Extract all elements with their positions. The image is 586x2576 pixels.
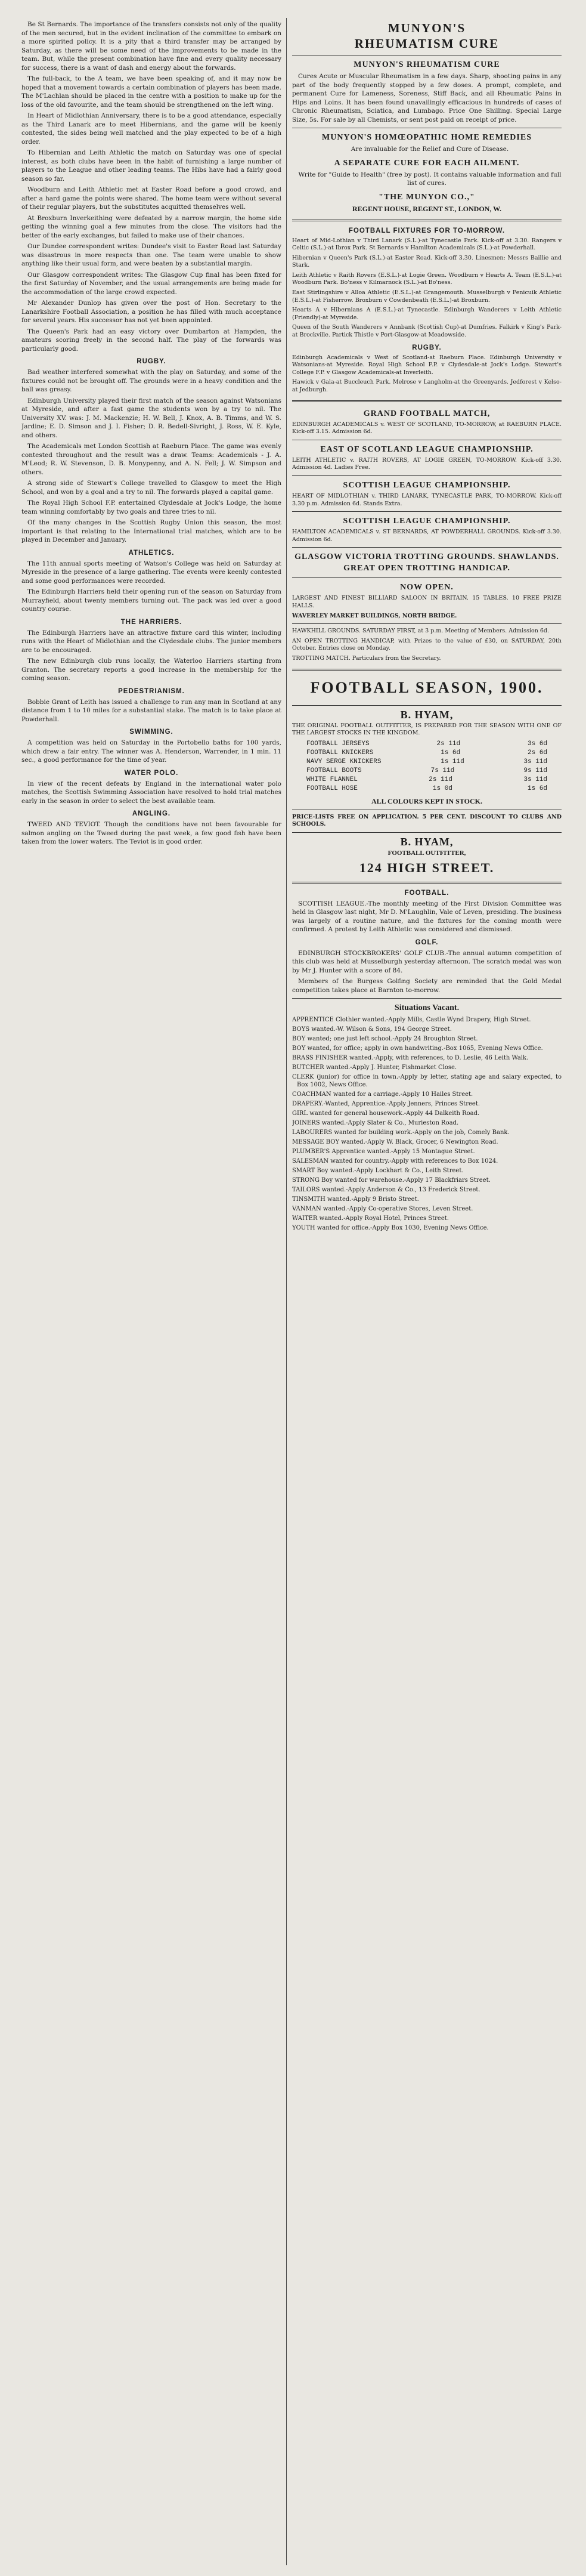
article-paragraph: Bobbie Grant of Leith has issued a challenge to run any man in Scotland at any distance from 1 to 10 miles for a substantial stake. The match is to take place at Powderhall. [21,698,281,723]
price-item: FOOTBALL JERSEYS [306,740,370,748]
price-value: 3s 6d [527,740,547,748]
hyam-address: 124 HIGH STREET. [359,860,495,875]
fixture-entry: Edinburgh Academicals v West of Scotland-at Raeburn Place. Edinburgh University v Watsonians-at Myreside. Royal High School F.P. v Clydesdale-at Jock's Lodge. Stewart's College F.P. v Glasgow Academicals-at Inverleith. [292,354,562,376]
article-paragraph: The Edinburgh Harriers held their opening run of the season on Saturday from Murrayfield, about twenty members turning out. The pack was led over a good country course. [21,588,281,613]
situation-ad: BRASS FINISHER wanted.-Apply, with references, to D. Leslie, 46 Leith Walk. [292,1055,529,1062]
fixture-entry: Hawick v Gala-at Buccleuch Park. Melrose v Langholm-at the Greenyards. Jedforest v Kelso-at Jedburgh. [292,379,562,393]
fixture-entry: Leith Athletic v Raith Rovers (E.S.L.)-at Logie Green. Woodburn v Hearts A. Team (E.S.L.)-at Woodburn Park. Bo'ness v Kilmarnock (S.L.)-at Bo'ness. [292,271,562,286]
price-row [292,740,562,749]
article-paragraph: The full-back, to the A team, we have been speaking of, and it may now be hoped that a movement towards a certain combination of players has been made. The M'Lachlan should be placed in the centre with a position to make up for the loss of the old favourite, and the team should be strengthened on the left wing. [21,75,281,109]
situation-ad: SALESMAN wanted for country.-Apply with references to Box 1024. [292,1158,498,1165]
divider [292,998,562,999]
divider [292,623,562,624]
article-paragraph: Woodburn and Leith Athletic met at Easter Road before a good crowd, and after a hard game the points were shared. The home team were without several of their regular players, but the substitutes acquitted themselves well. [21,186,281,211]
hawkhill-notice: HAWKHILL GROUNDS. SATURDAY FIRST, at 3 p.m. Meeting of Members. Admission 6d. [292,628,549,635]
situation-ad: BOYS wanted.-W. Wilson & Sons, 194 George Street. [292,1026,452,1033]
open-trotting-notice: AN OPEN TROTTING HANDICAP, with Prizes to the value of £30, on SATURDAY, 20th October. Entries close on Monday. [292,637,562,652]
price-row [292,776,562,784]
hyam-subtitle: FOOTBALL OUTFITTER, [387,849,466,857]
article-paragraph: Mr Alexander Dunlop has given over the post of Hon. Secretary to the Lanarkshire Football Association, a position he has filled with much acceptance for several years. His successor has not yet been appointed. [21,299,281,324]
situation-ad: STRONG Boy wanted for warehouse.-Apply 17 Blackfriars Street. [292,1177,491,1184]
article-paragraph: TWEED AND TEVIOT. Though the conditions have not been favourable for salmon angling on the Tweed during the past week, a few good fish have been taken from the lower waters. The Teviot is in good order. [21,821,281,845]
situation-ad: DRAPERY.-Wanted, Apprentice.-Apply Jenners, Princes Street. [292,1101,480,1108]
price-item: FOOTBALL HOSE [306,784,358,792]
situation-ad: GIRL wanted for general housework.-Apply 44 Dalkeith Road. [292,1110,480,1117]
fixture-entry: Hearts A v Hibernians A (E.S.L.)-at Tynecastle. Edinburgh Wanderers v Leith Athletic (Friendly)-at Myreside. [292,307,562,321]
article-paragraph: Bad weather interfered somewhat with the play on Saturday, and some of the fixtures could not be brought off. The grounds were in a heavy condition and the ball was greasy. [21,369,281,393]
price-value: 9s 11d [523,767,547,774]
grand-match-details: EDINBURGH ACADEMICALS v. WEST OF SCOTLAND, TO-MORROW, at RAEBURN PLACE. Kick-off 3.15. Admission 6d. [292,421,562,435]
price-item: WHITE FLANNEL [306,776,358,783]
situation-ad: YOUTH wanted for office.-Apply Box 1030, Evening News Office. [292,1225,489,1232]
section-heading-rugby: RUGBY. [137,358,166,365]
situation-ad: TAILORS wanted.-Apply Anderson & Co., 13 Frederick Street. [292,1187,480,1194]
price-value: 3s 11d [523,776,547,783]
hyam-name-2: B. HYAM, [400,835,454,848]
fixture-entry: Hibernian v Queen's Park (S.L.)-at Easter Road. Kick-off 3.30. Linesmen: Messrs Baillie and Stark. [292,254,562,269]
price-row [292,767,562,776]
divider [292,220,562,221]
scottish-league-title: SCOTTISH LEAGUE CHAMPIONSHIP. [343,480,511,490]
price-value: 2s 11d [429,776,452,783]
price-value: 1s 0d [432,784,452,792]
situation-ad: BOY wanted, for office; apply in own handwriting.-Box 1065, Evening News Office. [292,1045,543,1052]
right-column [292,20,562,2562]
munyon-title: MUNYON'S [387,21,466,35]
left-column [21,20,281,2562]
situations-heading: Situations Vacant. [394,1003,460,1013]
column-divider [286,18,287,2565]
article-paragraph: At Broxburn Inverkeithing were defeated by a narrow margin, the home side getting the winning goal a few minutes from the close. The visitors had the better of the early exchanges, but failed to make use of their chances. [21,214,281,239]
article-paragraph: Edinburgh University played their first match of the season against Watsonians at Myreside, and after a fast game the students won by a try to nil. The University XV. was: J. M. Mackenzie; H. W. Bell, J. Knox, A. B. Timms, and W. S. Jardine; E. D. Simson and J. I. Fisher; D. R. Bedell-Sivright, J. Ross, W. E. Kyle, and others. [21,397,281,439]
divider [292,577,562,578]
colours-note: ALL COLOURS KEPT IN STOCK. [371,796,482,805]
divider [292,547,562,548]
price-row [292,784,562,793]
grand-match-title: GRAND FOOTBALL MATCH, [363,409,491,418]
football-season-heading: FOOTBALL SEASON, 1900. [310,678,544,696]
price-item: FOOTBALL KNICKERS [306,749,374,756]
scottish-league-title-2: SCOTTISH LEAGUE CHAMPIONSHIP. [343,517,511,526]
hyam-body: THE ORIGINAL FOOTBALL OUTFITTER, IS PREPARED FOR THE SEASON WITH ONE OF THE LARGEST STOCKS IN THE KINGDOM. [292,722,562,737]
situation-ad: TINSMITH wanted.-Apply 9 Bristo Street. [292,1196,419,1203]
situation-ad: JOINERS wanted.-Apply Slater & Co., Murieston Road. [292,1120,459,1127]
munyon-body: Cures Acute or Muscular Rheumatism in a few days. Sharp, shooting pains in any part of the body frequently stopped by a few doses. A prompt, complete, and permanent Cure for Lameness, Soreness, Stiff Back, and all Rheumatic Pains in Hips and Loins. It has been found unavailingly efficacious in hundreds of cases of Chronic Rheumatism, Sciatica, and Lumbago. Price One Shilling. Special Large Size, 5s. For sale by all Chemists, or sent post paid on receipt of price. [292,73,562,123]
situation-ad: VANMAN wanted.-Apply Co-operative Stores, Leven Street. [292,1206,473,1213]
article-paragraph: Our Glasgow correspondent writes: The Glasgow Cup final has been fixed for the first Saturday of November, and the usual arrangements are being made for the accommodation of the large crowd expected. [21,271,281,296]
article-paragraph: The Royal High School F.P. entertained Clydesdale at Jock's Lodge, the home team winning comfortably by two goals and three tries to nil. [21,499,281,515]
golf-body-2: Members of the Burgess Golfing Society are reminded that the Gold Medal competition takes place at Barnton to-morrow. [292,978,562,994]
scottish-league-details: HEART OF MIDLOTHIAN v. THIRD LANARK, TYNECASTLE PARK, TO-MORROW. Kick-off 3.30 p.m. Admission 6d. Stands Extra. [292,492,562,507]
munyon-sub-heading: MUNYON'S RHEUMATISM CURE [354,60,500,69]
football-notice-heading: FOOTBALL. [404,889,449,897]
munyon-write: Write for "Guide to Health" (free by post). It contains valuable information and full list of cures. [298,171,562,187]
divider [292,669,562,671]
price-list [292,740,562,793]
section-heading-angling: ANGLING. [132,810,171,817]
divider [292,832,562,833]
divider [292,882,562,884]
glasgow-victoria-title: GLASGOW VICTORIA TROTTING GROUNDS. SHAWLANDS. GREAT OPEN TROTTING HANDICAP. [294,552,559,573]
golf-heading: GOLF. [415,938,439,946]
situation-ad: BUTCHER wanted.-Apply J. Hunter, Fishmarket Close. [292,1064,457,1071]
article-paragraph: Be St Bernards. The importance of the transfers consists not only of the quality of the men secured, but in the evident inclination of the committee to embark on a more spirited policy. It is a pity that a third transfer may be arranged by Saturday, as there will be some need of the improvements to be made in the team. But, while the present combination have fine and every quality necessary for success, there is a want of dash and energy about the forwards. [21,21,281,72]
price-value: 7s 11d [430,767,455,774]
divider [292,475,562,476]
price-value: 1s 6d [441,749,461,756]
munyon-company: "THE MUNYON CO.," [379,192,475,202]
article-paragraph: The Edinburgh Harriers have an attractive fixture card this winter, including runs with the Heart of Midlothian and the Clydesdale clubs. The junior members are to be encouraged. [21,629,281,654]
situations-list [292,1016,562,1232]
price-item: NAVY SERGE KNICKERS [306,758,382,765]
price-item: FOOTBALL BOOTS [306,767,362,774]
price-row [292,758,562,767]
rugby-fixtures-heading: RUGBY. [412,344,442,351]
article-paragraph: The Academicals met London Scottish at Raeburn Place. The game was evenly contested throughout and the result was a draw. Teams: Academicals - J. A. M'Leod; R. W. Stevenson, D. B. Monypenny, and A. N. Fell; J. W. Simpson and others. [21,443,281,476]
article-paragraph: The Queen's Park had an easy victory over Dumbarton at Hampden, the amateurs scoring freely in the second half. The play of the forwards was particularly good. [21,328,281,353]
price-row [292,749,562,758]
situation-ad: PLUMBER'S Apprentice wanted.-Apply 15 Montague Street. [292,1148,475,1156]
divider [292,511,562,512]
article-paragraph: A strong side of Stewart's College travelled to Glasgow to meet the High School, and won by a goal and a try to nil. The forwards played a capital game. [21,480,281,496]
section-heading-harriers: THE HARRIERS. [120,618,182,626]
price-value: 2s 11d [436,740,461,748]
situation-ad: APPRENTICE Clothier wanted.-Apply Mills, Castle Wynd Drapery, High Street. [292,1017,531,1024]
hyam-name: B. HYAM, [400,708,454,721]
article-paragraph: Our Dundee correspondent writes: Dundee's visit to Easter Road last Saturday was disastrous in more respects than one. The team were unable to show anything like their usual form, and were beaten by a substantial margin. [21,243,281,267]
section-heading-pedestrianism: PEDESTRIANISM. [118,687,185,695]
waverley-market: WAVERLEY MARKET BUILDINGS, NORTH BRIDGE. [292,612,457,619]
situation-ad: COACHMAN wanted for a carriage.-Apply 10 Hailes Street. [292,1091,473,1098]
divider [292,400,562,402]
section-heading-water-polo: WATER POLO. [124,769,179,777]
price-value: 2s 6d [527,749,547,756]
now-open-title: NOW OPEN. [400,583,454,592]
situation-ad: SMART Boy wanted.-Apply Lockhart & Co., Leith Street. [292,1167,464,1175]
billiard-saloon: LARGEST AND FINEST BILLIARD SALOON IN BRITAIN. 15 TABLES. 10 FREE PRIZE HALLS. [292,595,562,609]
munyon-subtitle: RHEUMATISM CURE [354,36,500,51]
article-paragraph: The 11th annual sports meeting of Watson's College was held on Saturday at Myreside in the presence of a large gathering. The events were keenly contested and some good performances were recorded. [21,560,281,585]
price-value: 1s 6d [527,784,547,792]
munyon-home-remedies-title: MUNYON'S HOMŒOPATHIC HOME REMEDIES [322,133,532,142]
situation-ad: LABOURERS wanted for building work.-Apply on the job, Comely Bank. [292,1129,510,1136]
article-paragraph: The new Edinburgh club runs locally, the Waterloo Harriers starting from Granton. The secretary reports a good increase in the membership for the coming season. [21,657,281,682]
trotting-match-notice: TROTTING MATCH. Particulars from the Secretary. [292,654,441,662]
price-value: 3s 11d [523,758,547,765]
situation-ad: WAITER wanted.-Apply Royal Hotel, Princes Street. [292,1215,449,1222]
football-notice-body: SCOTTISH LEAGUE.-The monthly meeting of the First Division Committee was held in Glasgow last night, Mr D. M'Laughlin, Vale of Leven, presiding. The business was largely of a routine nature, and the fixtures for the coming month were confirmed. A protest by Leith Athletic was considered and dismissed. [292,900,562,934]
article-paragraph: To Hibernian and Leith Athletic the match on Saturday was one of special interest, as both clubs have been in the habit of furnishing a large number of players to the League and other leading teams. The Hibs have had a fairly good season so far. [21,149,281,183]
fixture-entry: Heart of Mid-Lothian v Third Lanark (S.L.)-at Tynecastle Park. Kick-off at 3.30. Rangers v Celtic (S.L.)-at Ibrox Park. St Bernards v Hamilton Academicals (S.L.)-at Powderhall. [292,237,562,252]
section-heading-swimming: SWIMMING. [129,728,173,736]
situation-ad: MESSAGE BOY wanted.-Apply W. Black, Grocer, 6 Newington Road. [292,1139,498,1146]
golf-body: EDINBURGH STOCKBROKERS' GOLF CLUB.-The annual autumn competition of this club was held at Musselburgh yesterday afternoon. The scratch medal was won by Mr J. Hunter with a score of 84. [292,949,562,974]
article-paragraph: Of the many changes in the Scottish Rugby Union this season, the most important is that relating to the International trial matches, which are to be played in December and January. [21,519,281,543]
article-paragraph: A competition was held on Saturday in the Portobello baths for 100 yards, which drew a fair entry. The winner was A. Henderson, Warrender, in 1 min. 11 sec., a good performance for the time of year. [21,739,281,764]
section-heading-athletics: ATHLETICS. [128,549,175,557]
price-value: 1s 11d [441,758,464,765]
fixture-entry: East Stirlingshire v Alloa Athletic (E.S.L.)-at Grangemouth. Musselburgh v Penicuik Athletic (E.S.L.)-at Fisherrow. Broxburn v Cowdenbeath (E.S.L.)-at Broxburn. [292,289,562,304]
east-league-details: LEITH ATHLETIC v. RAITH ROVERS, AT LOGIE GREEN, TO-MORROW. Kick-off 3.30. Admission 4d. Ladies Free. [292,456,562,471]
article-paragraph: In Heart of Midlothian Anniversary, there is to be a good attendance, especially as the Third Lanark are to meet Hibernians, and the game will be keenly contested, the sides being well matched and the play expected to be of a high order. [21,112,281,146]
hamilton-details: HAMILTON ACADEMICALS v. ST BERNARDS, AT POWDERHALL GROUNDS. Kick-off 3.30. Admission 6d. [292,529,562,543]
munyon-address: REGENT HOUSE, REGENT ST., LONDON, W. [352,204,502,213]
munyon-separate-cure: A SEPARATE CURE FOR EACH AILMENT. [334,158,520,168]
situation-ad: BOY wanted; one just left school.-Apply 24 Broughton Street. [292,1036,478,1043]
price-lists-note: PRICE-LISTS FREE ON APPLICATION. 5 PER CENT. DISCOUNT TO CLUBS AND SCHOOLS. [292,813,562,828]
divider [292,705,562,706]
fixture-entry: Queen of the South Wanderers v Annbank (Scottish Cup)-at Dumfries. Falkirk v King's Park-at Brockville. Partick Thistle v Port-Glasgow-at Meadowside. [292,324,562,339]
situation-ad: CLERK (junior) for office in town.-Apply by letter, stating age and salary expected, to Box 1002, News Office. [292,1074,562,1089]
east-league-title: EAST OF SCOTLAND LEAGUE CHAMPIONSHIP. [320,444,534,454]
munyon-home-remedies-body: Are invaluable for the Relief and Cure of Disease. [351,146,509,153]
fixtures-heading: FOOTBALL FIXTURES FOR TO-MORROW. [348,227,506,234]
article-paragraph: In view of the recent defeats by England in the international water polo matches, the Scottish Swimming Association have resolved to hold trial matches early in the season in order to select the best available team. [21,780,281,805]
